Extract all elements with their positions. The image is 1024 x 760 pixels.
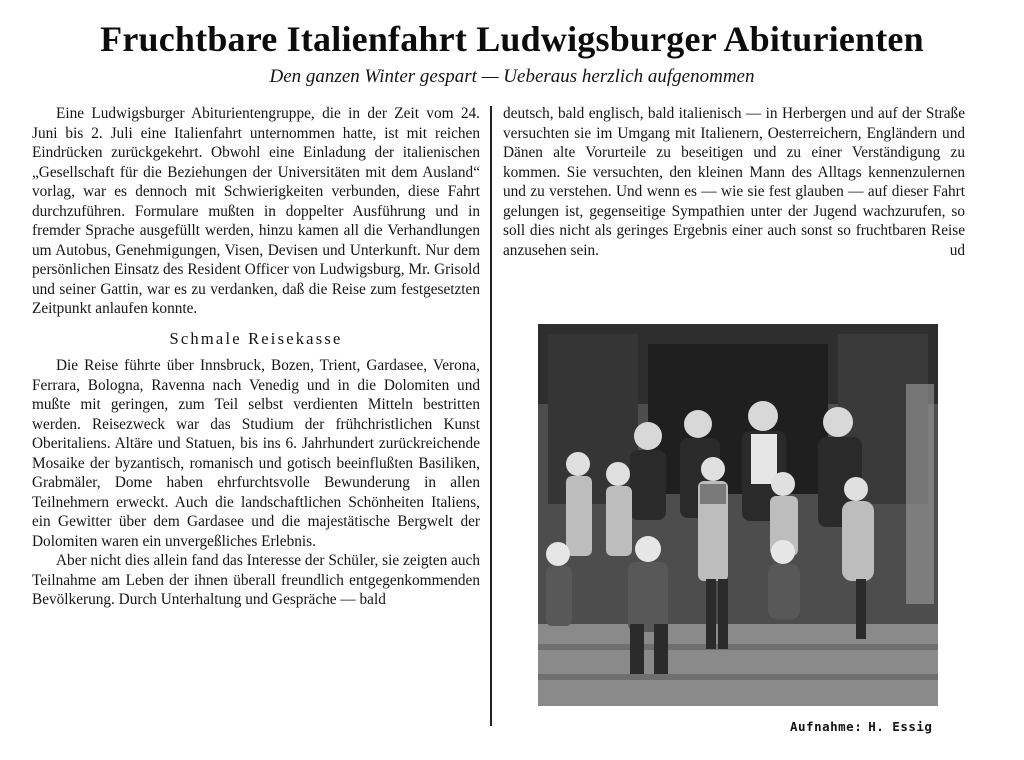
paragraph-route: Die Reise führte über Innsbruck, Bozen, Trient, Gardasee, Verona, Ferrara, Bologna, Ravenna nach Venedig und in die Dolomiten und mußte mit geringen, zum Teil selbst verdienten Mitteln bestritten werden. Reisezweck war das Studium der frühchristlichen Kunst Oberitaliens. Altäre und Statuen, bis ins 6. Jahrhundert zurückreichende Mosaike der byzantisch, romanisch und gotisch beeinflußten Basiliken, Grabmäler, Dome haben ehrfurchtsvolle Bewunderung in allen Teilnehmern erweckt. Auch die landschaftlichen Schönheiten Italiens, ein Gewitter über dem Gardasee und die majestätische Bergwelt der Dolomiten waren ein unvergeßliches Erlebnis.	[32, 357, 480, 550]
photo-credit	[790, 719, 938, 734]
paragraph-continuation-text: deutsch, bald englisch, bald italienisch — in Herbergen und auf der Straße versuchten sie im Umgang mit Italienern, Oesterreichern, Engländern und Dänen alte Vorurteile zu beseitigen und zu einer Verständigung zu kommen. Sie versuchten, den kleinen Mann des Alltags kennenzulernen und zu verstehen. Und wenn es — wie sie fest glauben — auf dieser Fahrt gelungen ist, gegenseitige Sympathien unter der Jugend wachzurufen, so soll dies nicht als geringes Ergebnis einer auch sonst so fruchtbaren Reise anzusehen sein.	[503, 105, 965, 259]
author-initials: ud	[949, 241, 965, 259]
paragraph-interest: Aber nicht dies allein fand das Interesse der Schüler, sie zeigten auch Teilnahme am Leben der ihnen überall freundlich entgegenkommenden Bevölkerung. Durch Unterhaltung und Gespräche — bald	[32, 552, 480, 608]
paragraph-intro: Eine Ludwigsburger Abiturientengruppe, die in der Zeit vom 24. Juni bis 2. Juli eine Italienfahrt unternommen hatte, ist mit reichen Eindrücken zurückgekehrt. Obwohl eine Einladung der italienischen „Gesellschaft für die Beziehungen der Universitäten mit dem Ausland“ vorlag, war es dennoch mit Schwierigkeiten verbunden, diese Fahrt durchzuführen. Formulare mußten in doppelter Ausführung und in fremder Sprache ausgefüllt werden, hinzu kamen all die Verhandlungen um Autobus, Genehmigungen, Visen, Devisen und Unterkunft. Nur dem persönlichen Einsatz des Resident Officer von Ludwigsburg, Mr. Grisold und seiner Gattin, war es zu verdanken, daß die Reise zum festgesetzten Zeitpunkt anlaufen konnte.	[32, 105, 480, 317]
right-column	[503, 104, 965, 260]
headline: Fruchtbare Italienfahrt Ludwigsburger Abiturienten	[100, 19, 924, 59]
left-column	[32, 104, 480, 610]
paragraph-continuation	[503, 104, 965, 260]
subheadline: Den ganzen Winter gespart — Ueberaus herzlich aufgenommen	[269, 66, 755, 87]
group-photo	[538, 324, 938, 706]
section-heading: Schmale Reisekasse	[169, 328, 343, 348]
column-divider	[490, 106, 492, 726]
photo-credit-name: H. Essig	[868, 719, 933, 734]
group-photo-illustration	[538, 324, 938, 706]
photo-credit-label: Aufnahme:	[790, 719, 863, 734]
